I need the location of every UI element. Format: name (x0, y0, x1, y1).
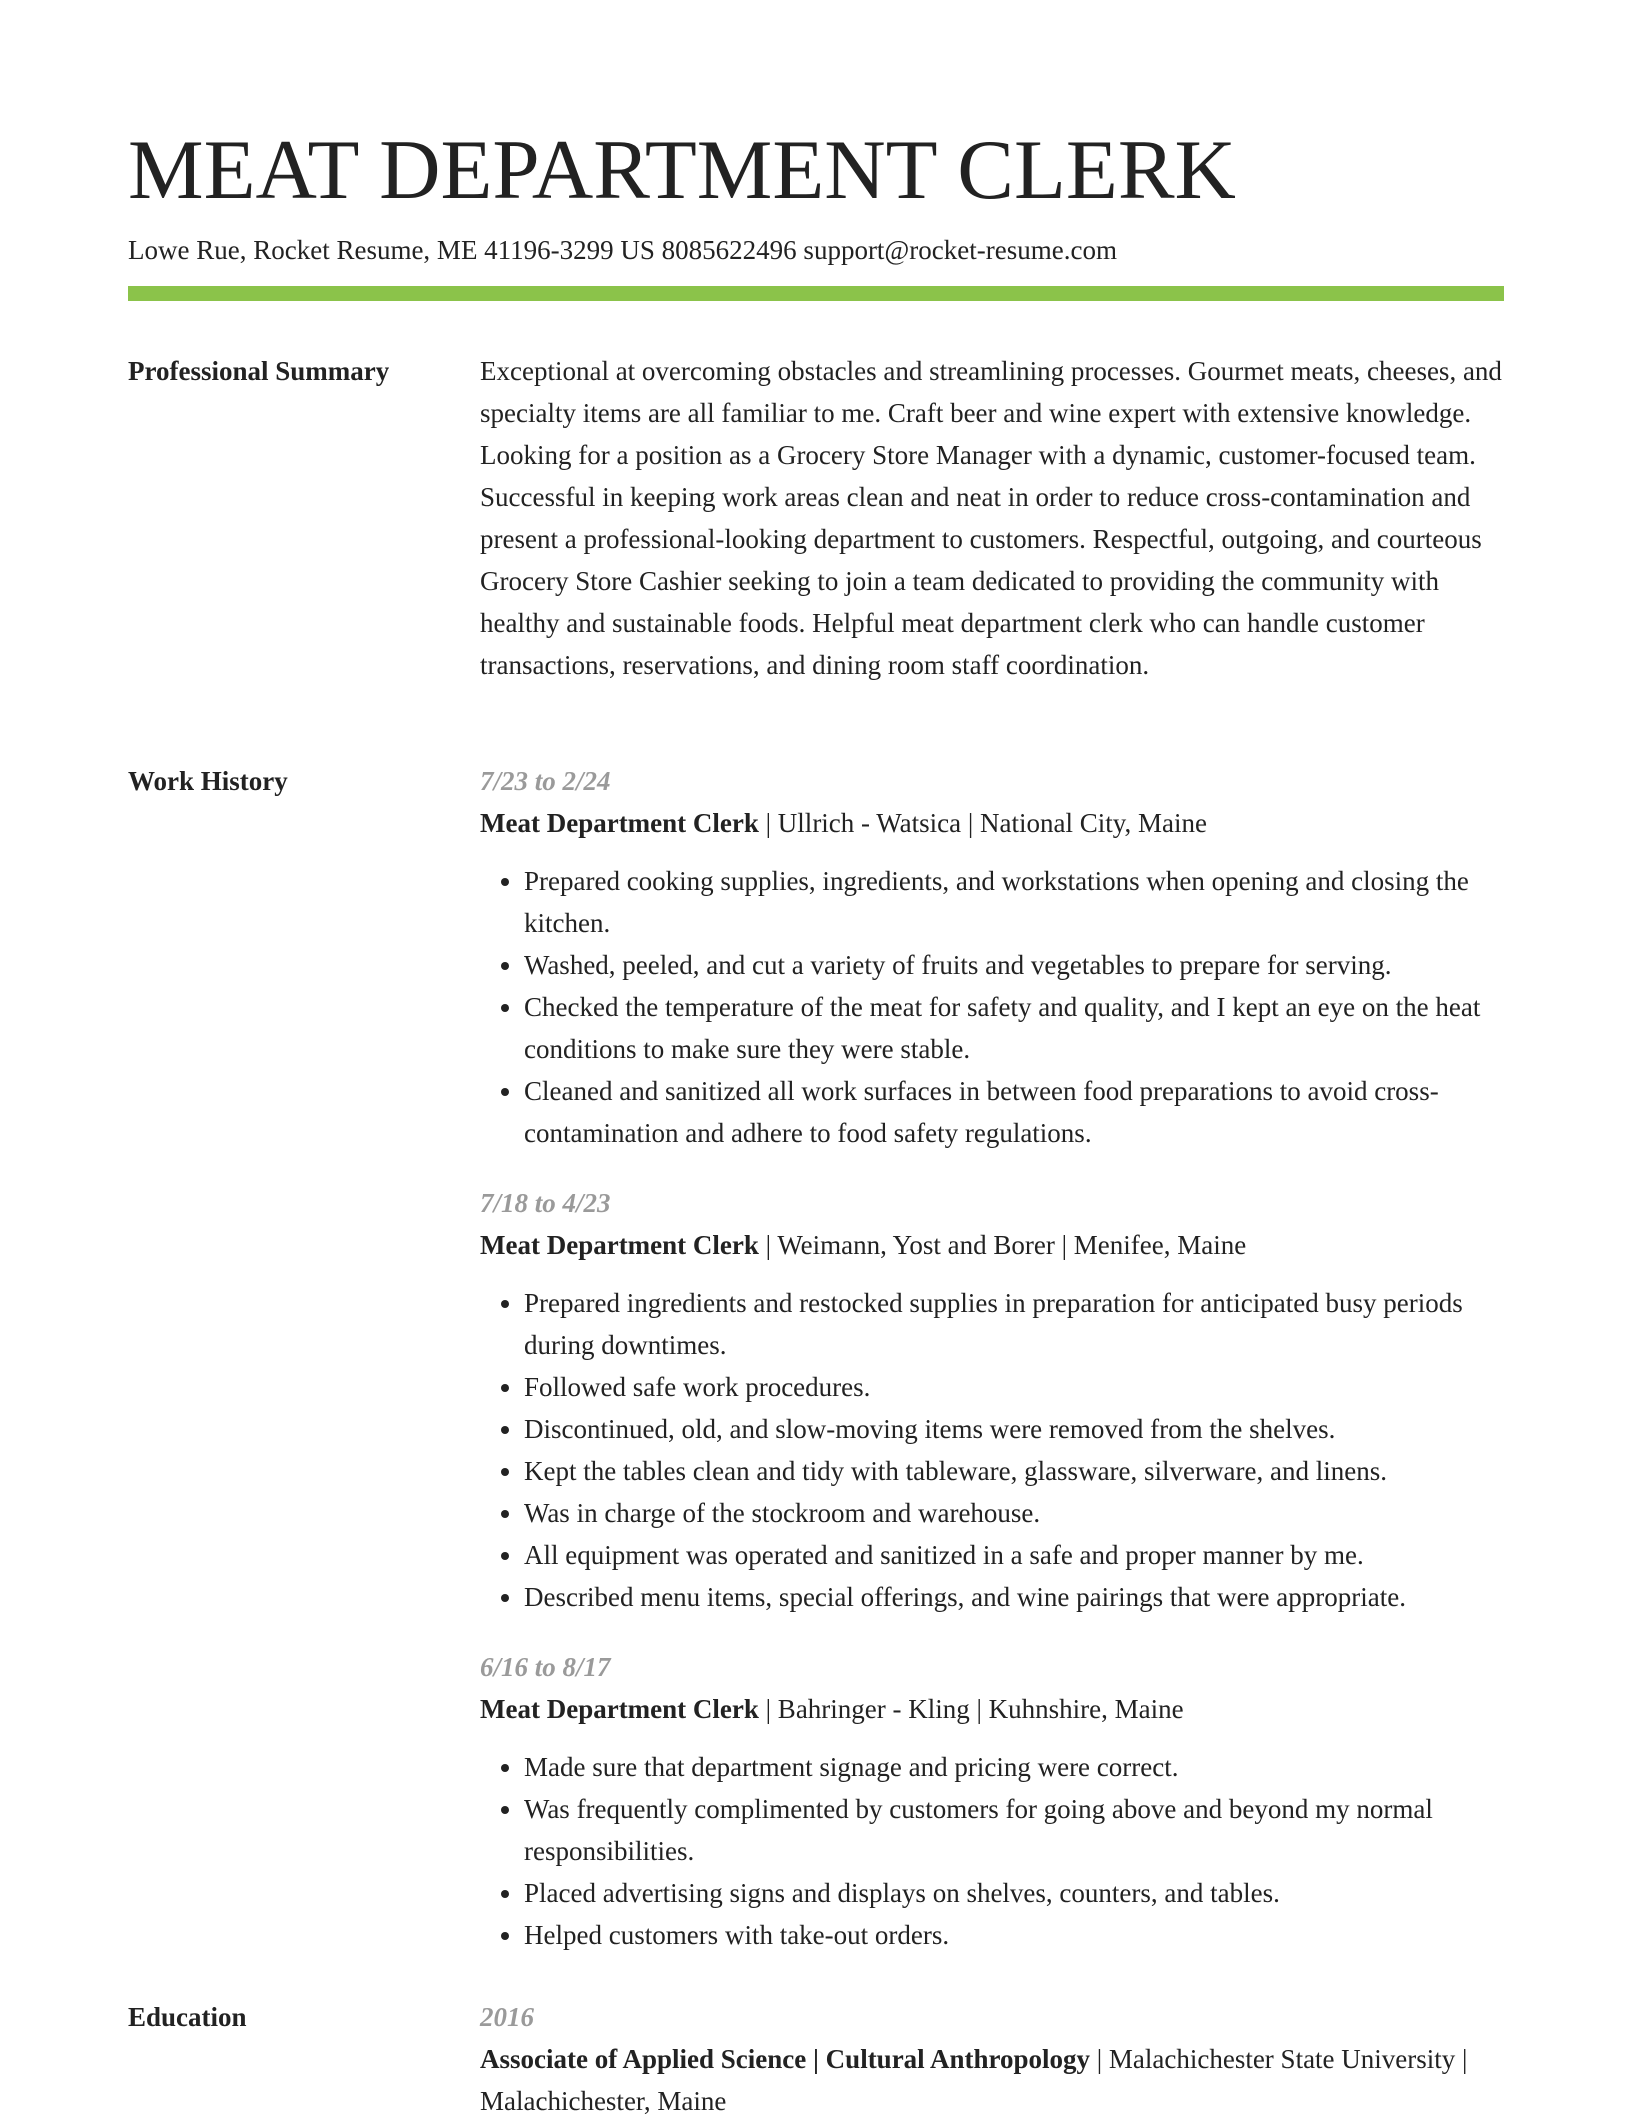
job-bullet: • Placed advertising signs and displays on shelves, counters, and tables. (524, 1872, 1504, 1914)
resume-name: MEAT DEPARTMENT CLERK (128, 123, 1236, 217)
job-bullet: • Made sure that department signage and pricing were correct. (524, 1746, 1504, 1788)
job-bullets (480, 860, 1504, 1154)
job-dates: 7/23 to 2/24 (480, 766, 611, 796)
job-title: Meat Department Clerk (480, 808, 759, 838)
job-bullet: • Was in charge of the stockroom and warehouse. (524, 1492, 1504, 1534)
job-bullet: • Helped customers with take-out orders. (524, 1914, 1504, 1956)
header-divider (128, 286, 1504, 301)
education-school: | Malachichester State University | Malachichester, Maine (480, 2044, 1468, 2116)
job-bullet: • Followed safe work procedures. (524, 1366, 1504, 1408)
job-dates: 6/16 to 8/17 (480, 1652, 611, 1682)
job-details: | Bahringer - Kling | Kuhnshire, Maine (758, 1694, 1184, 1724)
job-entry (480, 1646, 1504, 1956)
summary-text: Exceptional at overcoming obstacles and streamlining processes. Gourmet meats, cheeses, and specialty items are all familiar to me. Craft beer and wine expert with extensive knowledge. Looking for a position as a Grocery Store Manager with a dynamic, customer-focused team. Successful in keeping work areas clean and neat in order to reduce cross-contamination and present a professional-looking department to customers. Respectful, outgoing, and courteous Grocery Store Cashier seeking to join a team dedicated to providing the community with healthy and sustainable foods. Helpful meat department clerk who can handle customer transactions, reservations, and dining room staff coordination. (480, 356, 1502, 680)
section-label-summary: Professional Summary (128, 356, 390, 386)
job-bullet: • Kept the tables clean and tidy with tableware, glassware, silverware, and linens. (524, 1450, 1504, 1492)
job-bullet: • All equipment was operated and sanitized in a safe and proper manner by me. (524, 1534, 1504, 1576)
job-heading (480, 802, 1504, 844)
job-details: | Weimann, Yost and Borer | Menifee, Maine (758, 1230, 1247, 1260)
job-bullets (480, 1282, 1504, 1618)
job-bullets (480, 1746, 1504, 1956)
education-degree: Associate of Applied Science | Cultural Anthropology (480, 2044, 1090, 2074)
job-entry (480, 760, 1504, 1154)
section-label-education: Education (128, 2002, 247, 2032)
job-dates: 7/18 to 4/23 (480, 1188, 611, 1218)
job-heading (480, 1688, 1504, 1730)
job-bullet: • Prepared cooking supplies, ingredients, and workstations when opening and closing the kitchen. (524, 860, 1504, 944)
job-bullet: • Discontinued, old, and slow-moving items were removed from the shelves. (524, 1408, 1504, 1450)
job-bullet: • Cleaned and sanitized all work surfaces in between food preparations to avoid cross-contamination and adhere to food safety regulations. (524, 1070, 1504, 1154)
education-heading (480, 2038, 1504, 2122)
job-bullet: • Prepared ingredients and restocked supplies in preparation for anticipated busy periods during downtimes. (524, 1282, 1504, 1366)
education-body (480, 1996, 1504, 2122)
job-heading (480, 1224, 1504, 1266)
job-title: Meat Department Clerk (480, 1230, 759, 1260)
job-bullet: • Described menu items, special offerings, and wine pairings that were appropriate. (524, 1576, 1504, 1618)
job-bullet: • Washed, peeled, and cut a variety of fruits and vegetables to prepare for serving. (524, 944, 1504, 986)
job-title: Meat Department Clerk (480, 1694, 759, 1724)
job-details: | Ullrich - Watsica | National City, Maine (758, 808, 1207, 838)
section-label-work-history: Work History (128, 766, 288, 796)
education-year: 2016 (480, 2002, 534, 2032)
work-history-body (480, 760, 1504, 1984)
job-bullet: • Was frequently complimented by customers for going above and beyond my normal responsibilities. (524, 1788, 1504, 1872)
summary-body (480, 350, 1504, 686)
job-bullet: • Checked the temperature of the meat for safety and quality, and I kept an eye on the heat conditions to make sure they were stable. (524, 986, 1504, 1070)
contact-line: Lowe Rue, Rocket Resume, ME 41196-3299 US 8085622496 support@rocket-resume.com (128, 235, 1117, 265)
job-entry (480, 1182, 1504, 1618)
